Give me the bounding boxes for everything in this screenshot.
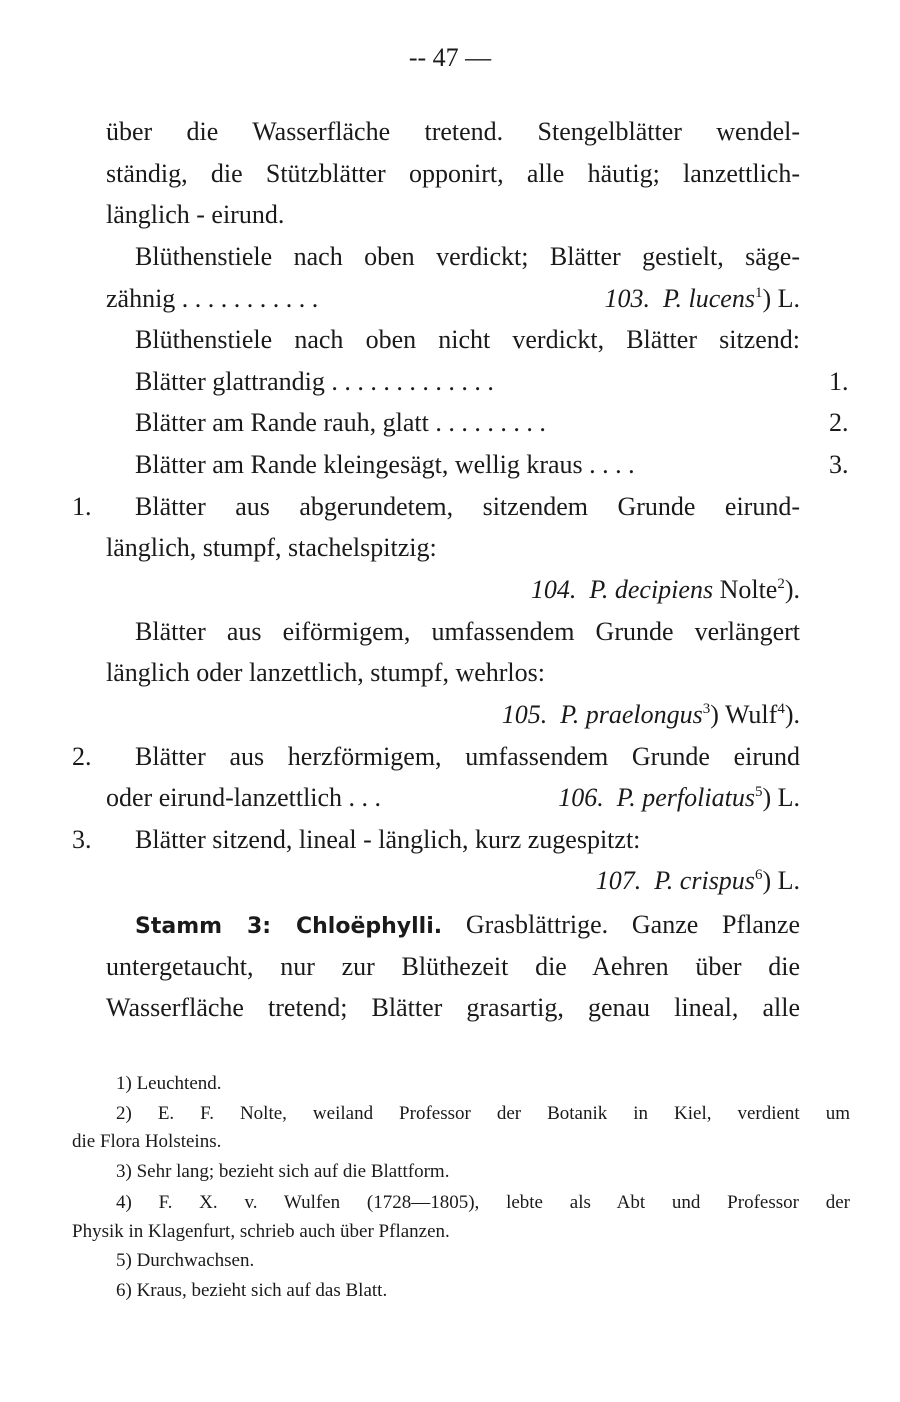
species-number: 106. bbox=[558, 783, 604, 812]
text-line: über die Wasserfläche tretend. Stengelblätter wendel- bbox=[106, 117, 800, 146]
footnote-ref: 2 bbox=[777, 576, 785, 592]
footnote-ref: 3 bbox=[702, 701, 711, 717]
text-line: Blätter aus herzförmigem, umfassendem Grunde eirund bbox=[135, 742, 800, 771]
footnote-ref: 1 bbox=[754, 285, 763, 301]
page-number: -- 47 — bbox=[408, 43, 492, 72]
text-line: Blätter aus abgerundetem, sitzendem Grunde eirund- bbox=[135, 492, 800, 521]
species-number: 105. bbox=[501, 700, 548, 729]
species-line-104: 104. P. decipiens Nolte$^2$). bbox=[530, 575, 800, 604]
species-line-107: 107. P. crispus$^6$) L. bbox=[595, 866, 800, 895]
text-line: Grasblättrige. Ganze Pflanze bbox=[465, 910, 800, 939]
key-number: 2. bbox=[829, 408, 849, 437]
species-name: P. praelongus bbox=[560, 700, 703, 729]
key-number: 1. bbox=[829, 367, 849, 396]
species-entry: 103. P. lucens$^1$) L. bbox=[604, 284, 800, 313]
species-number: 107. bbox=[595, 866, 642, 895]
author: L. bbox=[777, 284, 800, 313]
footnote: Physik in Klagenfurt, schrieb auch über Pflanzen. bbox=[72, 1221, 450, 1242]
section-number: 3. bbox=[72, 825, 92, 854]
footnote: 1) Leuchtend. bbox=[116, 1073, 222, 1094]
leader-text: zähnig . . . . . . . . . . . bbox=[106, 284, 319, 313]
stamm-line bbox=[135, 912, 800, 938]
text-line: länglich oder lanzettlich, stumpf, wehrlos: bbox=[106, 658, 545, 687]
text-line: Blüthenstiele nach oben verdickt; Blätter gestielt, säge- bbox=[135, 242, 800, 271]
text-line: Wasserfläche tretend; Blätter grasartig, genau lineal, alle bbox=[106, 993, 800, 1022]
section-number: 2. bbox=[72, 742, 92, 771]
footnote: die Flora Holsteins. bbox=[72, 1131, 222, 1152]
species-number: 104. bbox=[530, 575, 577, 604]
key-line: Blätter glattrandig . . . . . . . . . . . . . bbox=[135, 367, 494, 396]
section-number: 1. bbox=[72, 492, 92, 521]
text-line: Blätter sitzend, lineal - länglich, kurz zugespitzt: bbox=[135, 825, 641, 854]
text-line: länglich, stumpf, stachelspitzig: bbox=[106, 533, 437, 562]
species-name: P. lucens bbox=[662, 284, 755, 313]
species-name: P. decipiens bbox=[589, 575, 714, 604]
text-line: oder eirund-lanzettlich . . . bbox=[106, 783, 382, 812]
footnote: 6) Kraus, bezieht sich auf das Blatt. bbox=[116, 1280, 388, 1301]
footnote: 3) Sehr lang; bezieht sich auf die Blattform. bbox=[116, 1161, 450, 1182]
species-name: P. crispus bbox=[654, 866, 755, 895]
text-line: länglich - eirund. bbox=[106, 200, 285, 229]
text-line: ständig, die Stützblätter opponirt, alle häutig; lanzettlich- bbox=[106, 159, 800, 188]
text-line: Blüthenstiele nach oben nicht verdickt, Blätter sitzend: bbox=[135, 325, 800, 354]
footnote-ref: 4 bbox=[777, 701, 785, 717]
key-line: Blätter am Rande rauh, glatt . . . . . . . . . bbox=[135, 408, 546, 437]
species-number: 103. bbox=[604, 284, 650, 313]
author: Nolte bbox=[719, 575, 778, 604]
footnote-ref: 6 bbox=[754, 867, 763, 883]
author: Wulf bbox=[724, 700, 778, 729]
species-line-105: 105. P. praelongus$^3$) Wulf$^4$). bbox=[501, 700, 800, 729]
footnote: 2) E. F. Nolte, weiland Professor der Botanik in Kiel, verdient um bbox=[116, 1103, 850, 1124]
author: L. bbox=[777, 783, 800, 812]
footnote: 5) Durchwachsen. bbox=[116, 1250, 255, 1271]
key-line: Blätter am Rande kleingesägt, wellig kraus . . . . bbox=[135, 450, 635, 479]
stamm-heading: Stamm 3: Chloëphylli. bbox=[135, 914, 443, 939]
text-line: untergetaucht, nur zur Blüthezeit die Aehren über die bbox=[106, 952, 800, 981]
footnote: 4) F. X. v. Wulfen (1728—1805), lebte als Abt und Professor der bbox=[116, 1192, 850, 1213]
key-number: 3. bbox=[829, 450, 849, 479]
species-entry: 106. P. perfoliatus$^5$) L. bbox=[558, 783, 800, 812]
species-line-106 bbox=[106, 785, 800, 811]
species-line-103 bbox=[106, 286, 800, 312]
footnote-ref: 5 bbox=[754, 784, 763, 800]
text-line: Blätter aus eiförmigem, umfassendem Grunde verlängert bbox=[135, 617, 800, 646]
author: L. bbox=[777, 866, 800, 895]
species-name: P. perfoliatus bbox=[616, 783, 755, 812]
